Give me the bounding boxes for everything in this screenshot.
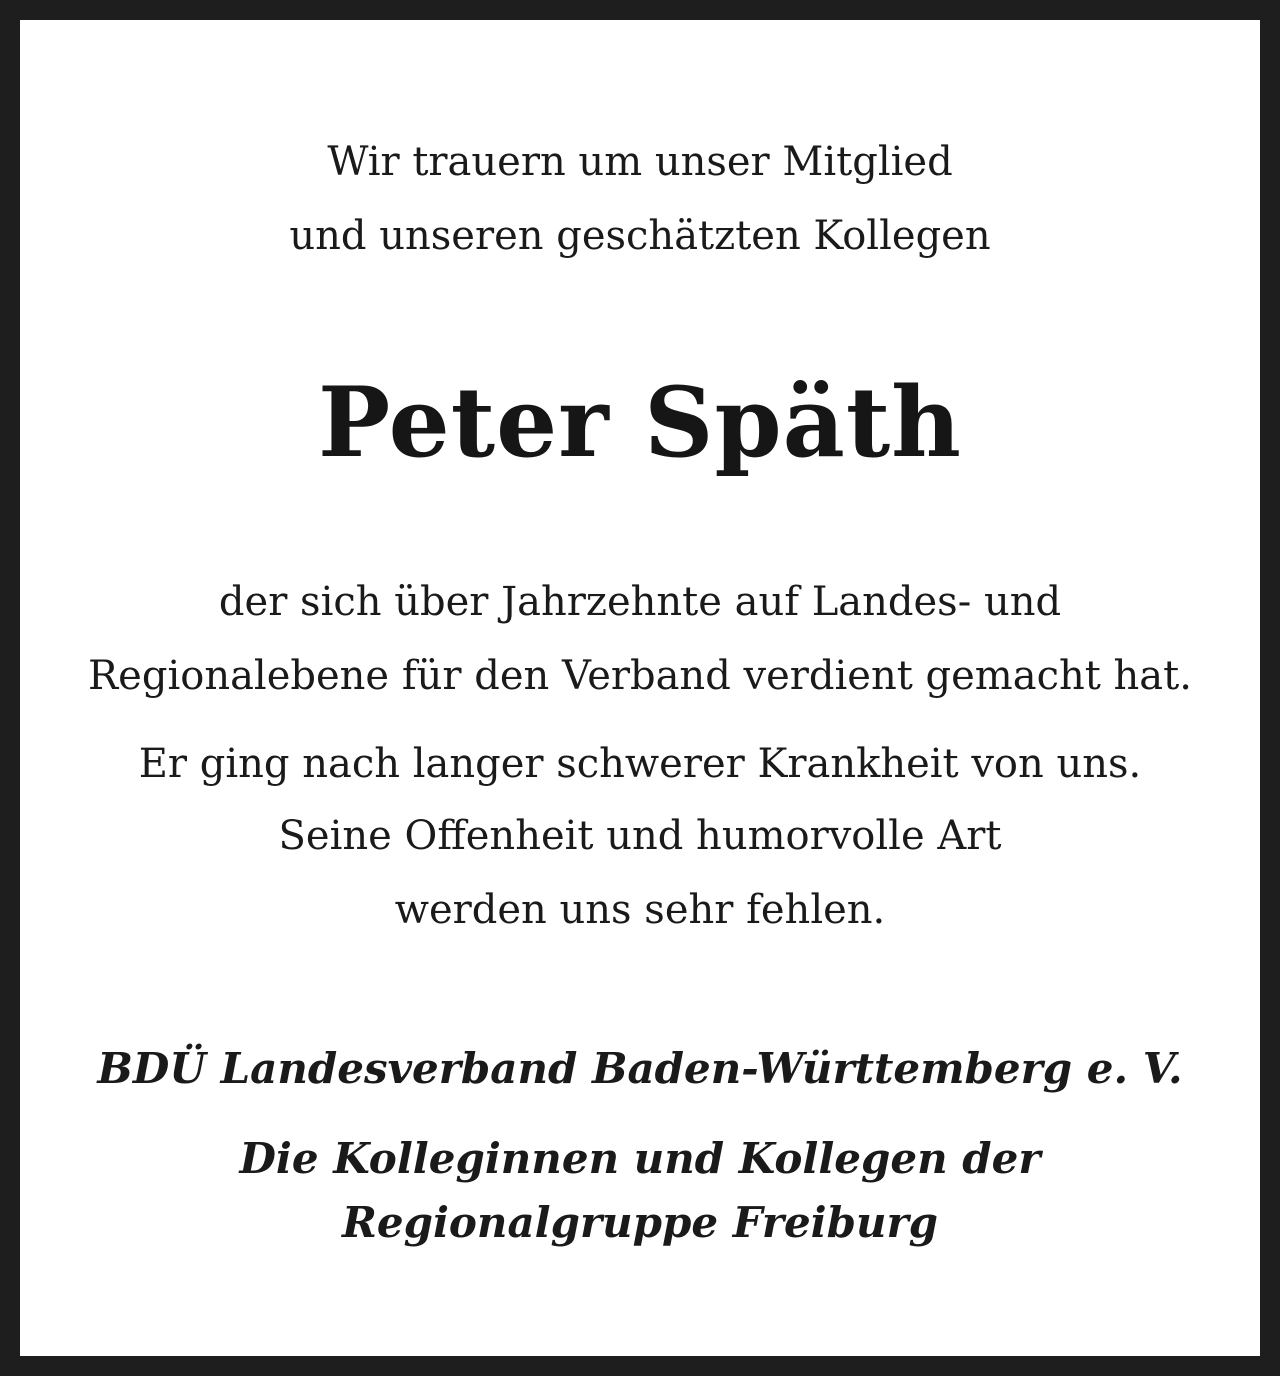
- group-signature-line-2: Regionalgruppe Freiburg: [341, 1198, 939, 1247]
- organization-signature: BDÜ Landesverband Baden-Württemberg e. V.: [97, 1044, 1183, 1093]
- tribute-line-3: Er ging nach langer schwerer Krankheit von uns.: [138, 741, 1142, 787]
- intro-line-2: und unseren geschätzten Kollegen: [289, 213, 991, 259]
- tribute-line-5: werden uns sehr fehlen.: [394, 887, 886, 933]
- tribute-line-2: Regionalebene für den Verband verdient gemacht hat.: [88, 653, 1192, 699]
- intro-line-1: Wir trauern um unser Mitglied: [327, 139, 953, 185]
- tribute-line-1: der sich über Jahrzehnte auf Landes- und: [218, 579, 1062, 625]
- group-signature-line-1: Die Kolleginnen und Kollegen der: [239, 1134, 1041, 1183]
- tribute-line-4: Seine Offenheit und humorvolle Art: [278, 813, 1002, 859]
- deceased-name: Peter Späth: [318, 366, 962, 479]
